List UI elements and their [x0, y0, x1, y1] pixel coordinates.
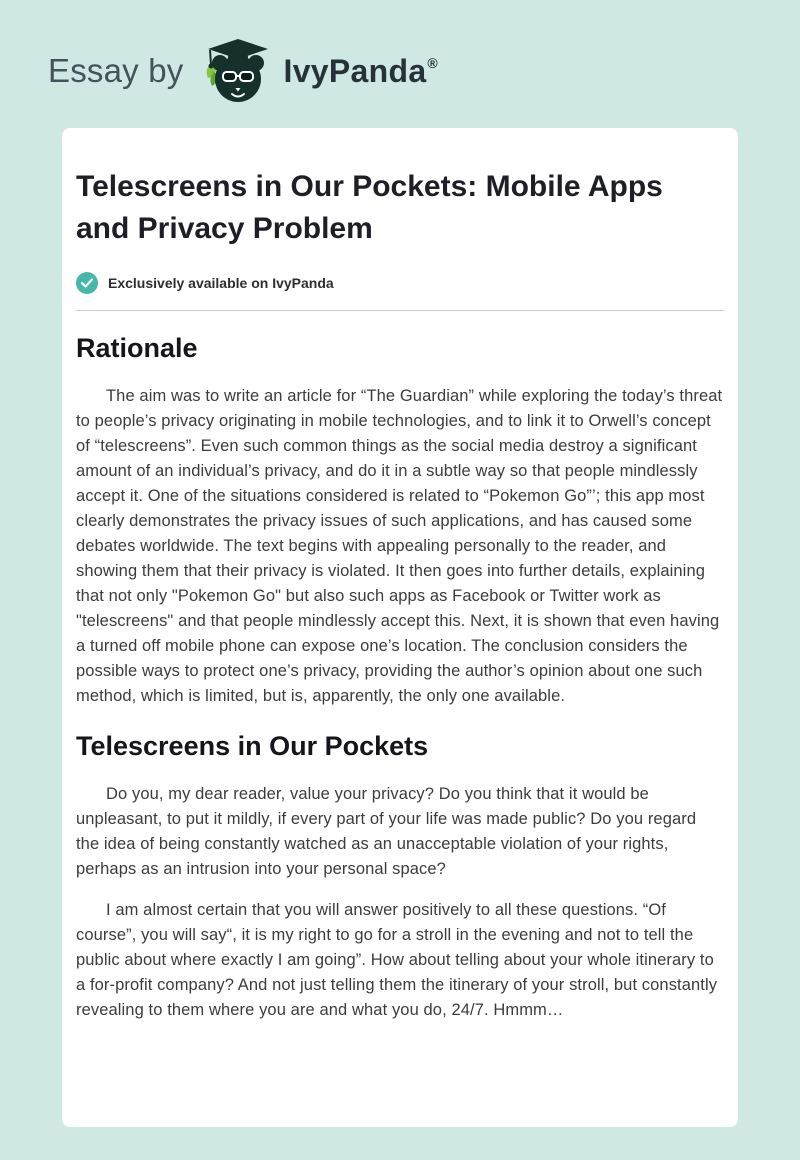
brand-text: IvyPanda — [283, 52, 427, 89]
registered-trademark: ® — [427, 54, 439, 71]
check-icon — [76, 272, 98, 294]
brand-wordmark — [284, 53, 439, 90]
badge-label: Exclusively available on IvyPanda — [108, 275, 334, 291]
ivypanda-brand-link[interactable] — [202, 38, 439, 104]
exclusive-badge — [76, 272, 724, 294]
section-heading-rationale: Rationale — [76, 333, 198, 363]
paragraph: The aim was to write an article for “The Guardian” while exploring the today’s threat to people’s privacy originating in mobile technologies, and to link it to Orwell’s concept of “telescreens”. Even such common things as the social media destroy a significant amount of an individual’s privacy, and do it in a subtle way so that people mindlessly accept it. One of the situations considered is related to “Pokemon Go”’; this app most clearly demonstrates the privacy issues of such applications, and has caused some debates worldwide. The text begins with appealing personally to the reader, and showing them that their privacy is violated. It then goes into further details, explaining that not only "Pokemon Go" but also such apps as Facebook or Twitter work as "telescreens" and that people mindlessly accept this. Next, it is shown that even having a turned off mobile phone can expose one’s location. The conclusion considers the possible ways to protect one’s privacy, providing the author’s opinion about one such method, which is limited, but is, apparently, the only one available. — [76, 387, 723, 705]
page-title: Telescreens in Our Pockets: Mobile Apps and Privacy Problem — [76, 170, 663, 245]
essay-by-label: Essay by — [48, 52, 184, 89]
header — [0, 0, 800, 128]
paragraph: I am almost certain that you will answer positively to all these questions. “Of course”, you will say“, it is my right to go for a stroll in the evening and not to tell the public about where exactly I am going”. How about telling about your whole itinerary to a for-profit company? And not just telling them the itinerary of your stroll, but constantly revealing to them where you are and what you do, 24/7. Hmmm… — [76, 901, 718, 1019]
divider — [76, 310, 724, 311]
essay-card — [62, 128, 738, 1127]
section-heading-telescreens: Telescreens in Our Pockets — [76, 731, 429, 761]
panda-graduate-logo-icon — [202, 38, 274, 104]
paragraph: Do you, my dear reader, value your privacy? Do you think that it would be unpleasant, to put it mildly, if every part of your life was made public? Do you regard the idea of being constantly watched as an unacceptable violation of your rights, perhaps as an intrusion into your personal space? — [76, 785, 697, 878]
